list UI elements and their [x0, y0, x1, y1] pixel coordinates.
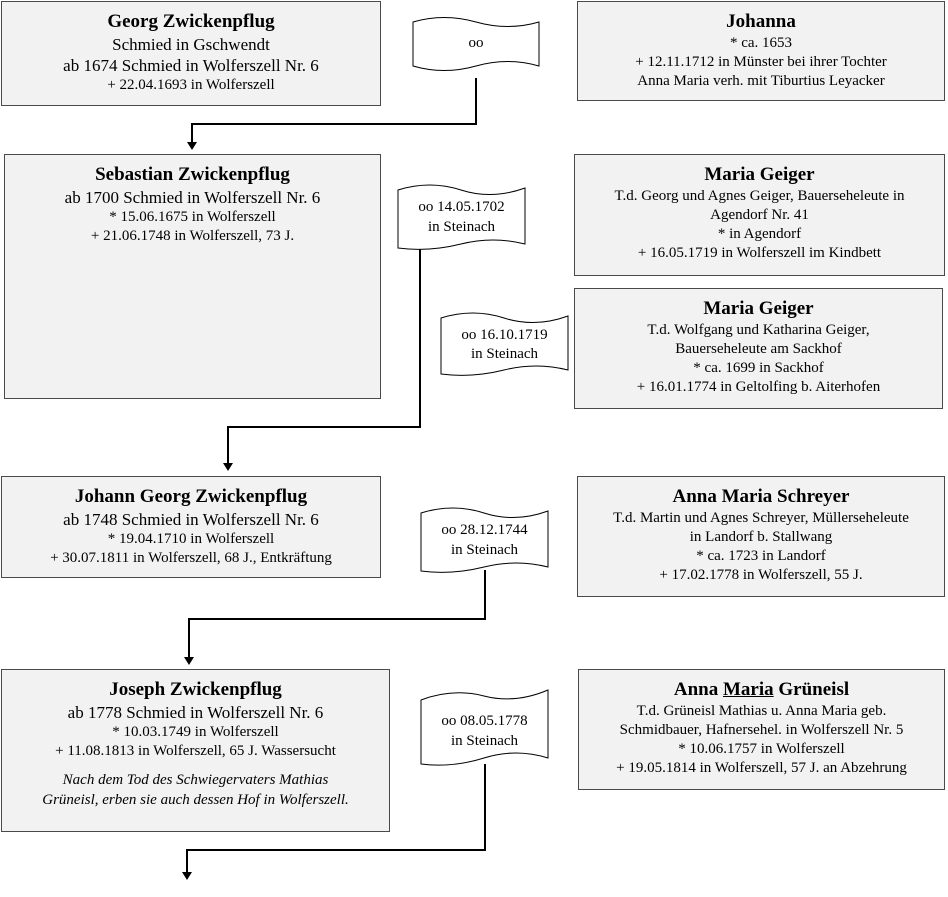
person-detail: + 17.02.1778 in Wolferszell, 55 J.: [659, 567, 863, 583]
person-detail: Schmied in Gschwendt: [112, 35, 270, 54]
marriage-banner-4: [420, 505, 549, 578]
person-detail: + 30.07.1811 in Wolferszell, 68 J., Entkräftung: [50, 550, 332, 566]
person-detail: ab 1748 Schmied in Wolferszell Nr. 6: [63, 510, 319, 529]
person-name: Johann Georg Zwickenpflug: [74, 486, 308, 507]
person-detail: in Landorf b. Stallwang: [689, 529, 833, 545]
person-detail: * 10.03.1749 in Wolferszell: [112, 724, 279, 740]
person-detail: * 19.04.1710 in Wolferszell: [107, 531, 275, 547]
name-part: Grüneisl: [778, 679, 850, 700]
person-name: Johanna: [726, 11, 796, 32]
marriage-text: in Steinach: [427, 219, 496, 235]
marriage-banner-2: [397, 182, 526, 256]
person-detail: ab 1700 Schmied in Wolferszell Nr. 6: [64, 188, 321, 207]
person-note: [2, 770, 389, 810]
person-box-anna-maria-schreyer: [577, 476, 945, 597]
person-box-joseph: [1, 669, 390, 832]
person-box-sebastian: [4, 154, 381, 399]
marriage-text: oo 08.05.1778: [441, 713, 528, 729]
person-name: [579, 678, 944, 702]
marriage-text: oo 28.12.1744: [441, 522, 528, 538]
person-detail: + 21.06.1748 in Wolferszell, 73 J.: [90, 228, 295, 244]
note-line: Nach dem Tod des Schwiegervaters Mathias: [62, 772, 329, 788]
person-box-georg: [1, 1, 381, 106]
person-detail: Anna Maria verh. mit Tiburtius Leyacker: [637, 73, 885, 89]
person-detail: T.d. Grüneisl Mathias u. Anna Maria geb.: [636, 703, 887, 719]
person-name: Maria Geiger: [703, 298, 814, 319]
person-box-anna-maria-grueneisl: [578, 669, 945, 790]
person-name: Anna Maria Schreyer: [672, 486, 850, 507]
person-box-maria-geiger-2: [574, 288, 943, 409]
person-name: Georg Zwickenpflug: [107, 11, 275, 32]
person-detail: T.d. Wolfgang und Katharina Geiger,: [647, 322, 870, 338]
marriage-banner-3: [440, 310, 569, 380]
person-detail: T.d. Martin und Agnes Schreyer, Müllerseheleute: [613, 510, 909, 526]
connector-line-3: [189, 570, 485, 663]
person-detail: * ca. 1699 in Sackhof: [693, 360, 824, 376]
person-detail: Bauerseheleute am Sackhof: [675, 341, 842, 357]
person-detail: Schmidbauer, Hafnersehel. in Wolferszell Nr. 5: [619, 722, 904, 738]
marriage-text: in Steinach: [450, 542, 519, 558]
marriage-banner-1: [412, 16, 540, 74]
person-name: Maria Geiger: [704, 164, 815, 185]
person-detail: * ca. 1653: [729, 35, 793, 51]
person-detail: * in Agendorf: [717, 226, 802, 242]
person-detail: + 16.05.1719 in Wolferszell im Kindbett: [637, 245, 882, 261]
person-detail: * ca. 1723 in Landorf: [696, 548, 826, 564]
person-detail: + 12.11.1712 in Münster bei ihrer Tochter: [635, 54, 887, 70]
marriage-banner-5: [420, 686, 549, 771]
person-detail: * 15.06.1675 in Wolferszell: [109, 209, 276, 225]
note-line: Grüneisl, erben sie auch dessen Hof in Wolferszell.: [42, 792, 349, 808]
person-box-maria-geiger-1: [574, 154, 945, 276]
person-detail: ab 1778 Schmied in Wolferszell Nr. 6: [67, 703, 324, 722]
name-part-underlined: Maria: [722, 679, 774, 700]
marriage-text: in Steinach: [470, 346, 539, 362]
person-detail: * 10.06.1757 in Wolferszell: [678, 741, 845, 757]
person-detail: ab 1674 Schmied in Wolferszell Nr. 6: [63, 56, 319, 75]
person-detail: + 22.04.1693 in Wolferszell: [107, 77, 275, 93]
marriage-text: in Steinach: [450, 733, 519, 749]
marriage-text: oo 14.05.1702: [418, 199, 505, 215]
person-name: Joseph Zwickenpflug: [109, 679, 282, 700]
name-part: Anna: [673, 679, 719, 700]
person-box-johanna: [577, 1, 945, 101]
marriage-text: oo: [468, 35, 484, 51]
person-detail: T.d. Georg und Agnes Geiger, Bauerseheleute in: [614, 188, 905, 204]
person-box-johann-georg: [1, 476, 381, 578]
person-detail: + 16.01.1774 in Geltolfing b. Aiterhofen: [636, 379, 881, 395]
marriage-text: oo 16.10.1719: [461, 327, 548, 343]
person-name: Sebastian Zwickenpflug: [95, 164, 290, 185]
person-detail: + 19.05.1814 in Wolferszell, 57 J. an Abzehrung: [616, 760, 907, 776]
person-detail: Agendorf Nr. 41: [710, 207, 809, 223]
person-detail: + 11.08.1813 in Wolferszell, 65 J. Wassersucht: [55, 743, 336, 759]
